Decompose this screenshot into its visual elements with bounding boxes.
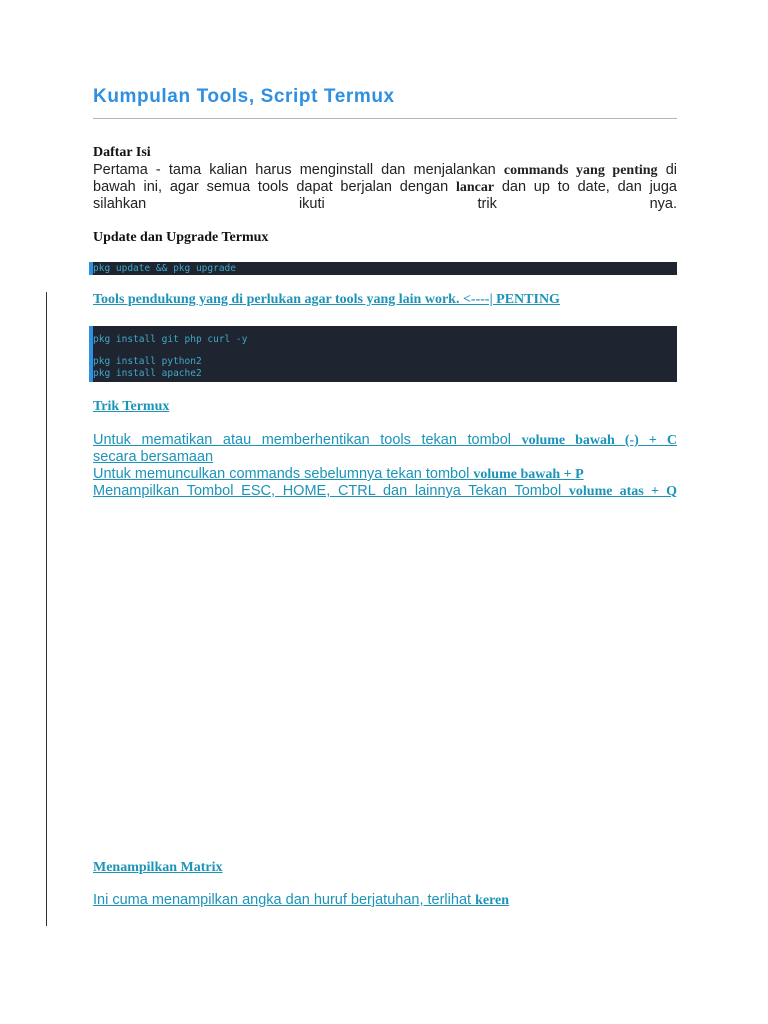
intro-text-1: Pertama - tama kalian harus menginstall dan menjalankan [93, 162, 504, 178]
code-block-update [89, 262, 677, 275]
trik-termux-link[interactable]: Trik Termux [93, 399, 170, 414]
tip-link[interactable]: Menampilkan Tombol ESC, HOME, CTRL dan lainnya Tekan Tombol volume atas + Q [93, 483, 677, 499]
intro-bold-1: commands yang penting [503, 163, 658, 178]
tips-list [93, 432, 677, 500]
tip-link[interactable]: Untuk memunculkan commands sebelumnya tekan tombol volume bawah + P [93, 466, 584, 482]
intro-paragraph [93, 162, 677, 213]
code-line: pkg install git php curl -y [93, 334, 248, 345]
code-line: pkg install apache2 [93, 368, 202, 379]
intro-text-2: di bawah ini, agar semua tools dapat berjalan dengan [93, 162, 677, 195]
tools-link[interactable]: Tools pendukung yang di perlukan agar tools yang lain work. <----| PENTING [93, 292, 560, 307]
code-block-install [89, 326, 677, 382]
update-heading: Update dan Upgrade Termux [93, 230, 269, 245]
page-title: Kumpulan Tools, Script Termux [93, 86, 395, 107]
intro-text-3: dan up to date, dan juga silahkan ikuti trik nya. [93, 179, 677, 212]
tip-line: Untuk mematikan atau memberhentikan tools tekan tombol volume bawah (-) + C [93, 432, 677, 448]
intro-bold-2: lancar [455, 180, 495, 195]
tip-link[interactable]: secara bersamaan [93, 449, 214, 465]
left-margin-line [46, 292, 47, 926]
code-line: pkg install python2 [93, 356, 202, 367]
tip-link[interactable] [93, 432, 677, 449]
toc-heading: Daftar Isi [93, 145, 151, 160]
title-divider [93, 118, 677, 119]
matrix-link[interactable]: Menampilkan Matrix [93, 860, 223, 875]
matrix-description-link[interactable]: Ini cuma menampilkan angka dan huruf berjatuhan, terlihat keren [93, 892, 510, 908]
code-line: pkg update && pkg upgrade [93, 263, 236, 274]
